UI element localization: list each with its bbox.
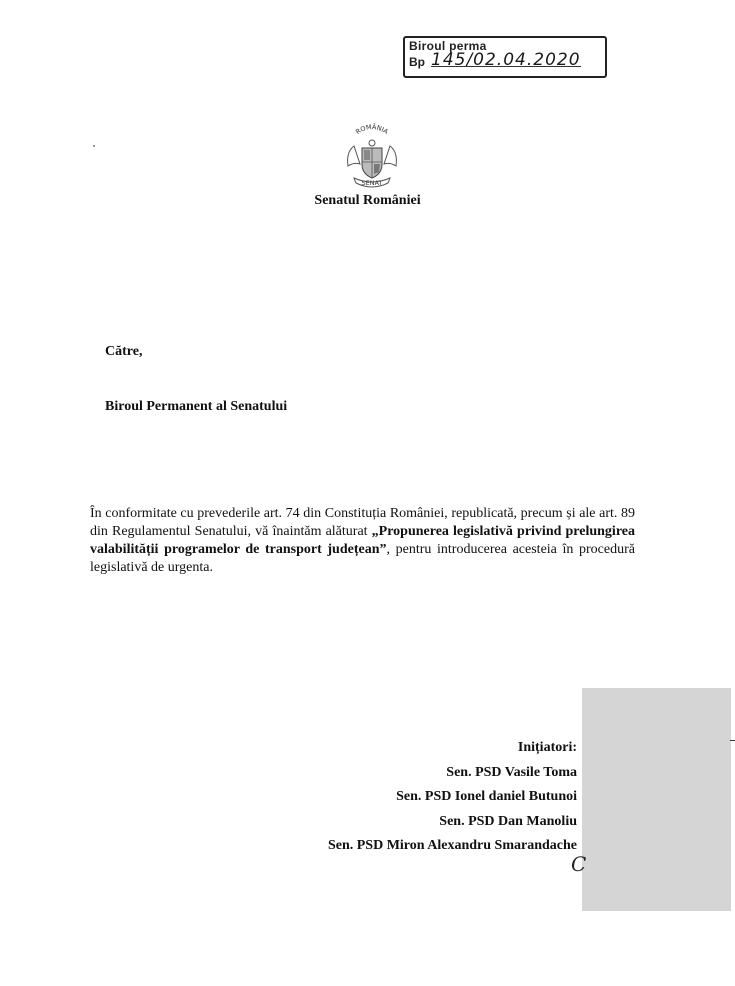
initiators-list <box>328 736 577 859</box>
redaction-box <box>582 688 731 911</box>
signature-fragment: C <box>571 852 587 876</box>
emblem-top-text: ROMÂNIA <box>354 123 390 136</box>
body-text-intro: În conformitate cu prevederile art. 74 din Constituția României, republicată, precum și ale art. 89 din Regulamentul Senatului, vă înaintăm alăturat <box>90 506 635 539</box>
institution-name: Senatul României <box>314 193 421 208</box>
stamp-registration-number: 145/02.04.2020 <box>431 50 581 70</box>
initiator-name: Sen. PSD Miron Alexandru Smarandache <box>327 838 577 853</box>
emblem-bottom-text: SENAT <box>361 179 383 187</box>
romanian-senate-coat-of-arms-icon <box>340 122 404 192</box>
recipient-name: Biroul Permanent al Senatului <box>105 399 288 414</box>
initiator-name: Sen. PSD Dan Manoliu <box>439 813 577 829</box>
scan-speck <box>93 145 95 147</box>
body-text-conclusion: , pentru introducerea acesteia în procedură legislativă de urgenta. <box>90 542 635 575</box>
initiator-name: Sen. PSD Vasile Toma <box>446 764 577 780</box>
recipient-salutation: Către, <box>105 344 143 359</box>
stamp-label: Biroul perma <box>409 39 487 53</box>
registration-stamp <box>403 36 607 78</box>
stamp-prefix: Bp <box>409 55 425 69</box>
initiators-heading: Inițiatori: <box>517 740 577 755</box>
letter-body <box>90 505 635 577</box>
initiator-name: Sen. PSD Ionel daniel Butunoi <box>396 789 577 804</box>
margin-mark <box>730 740 735 741</box>
proposal-title: „Propunerea legislativă privind prelungirea valabilității programelor de transport județean” <box>90 524 635 557</box>
